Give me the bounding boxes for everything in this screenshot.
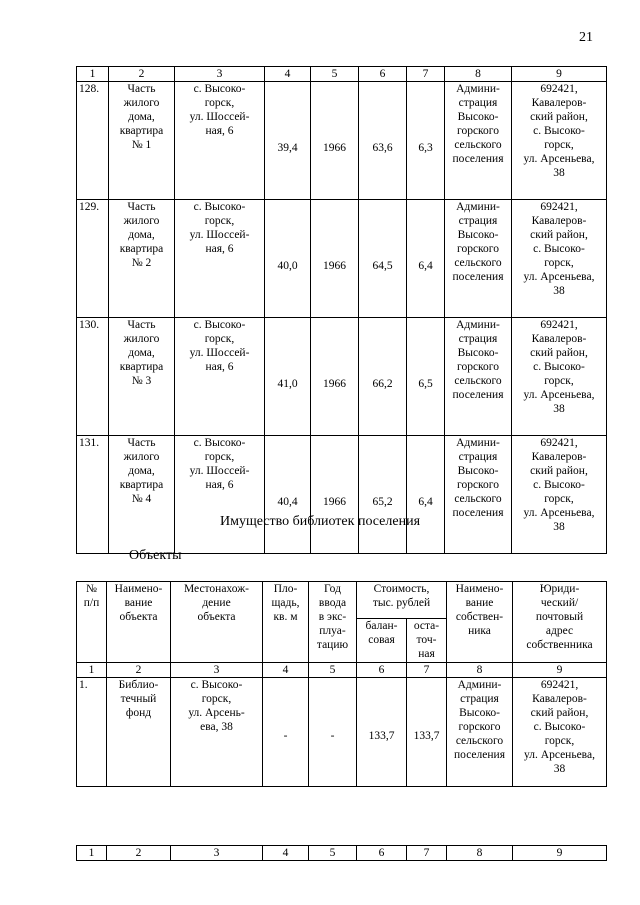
column-number: 2 (107, 663, 171, 678)
column-number: 6 (357, 846, 407, 861)
column-number: 7 (407, 663, 447, 678)
section-title: Имущество библиотек поселения (219, 514, 421, 529)
table-row (77, 82, 607, 200)
residual-cost: 6,3 (407, 82, 445, 200)
table-row (77, 678, 607, 787)
column-number: 1 (77, 67, 109, 82)
row-number: 130. (77, 318, 109, 436)
object-name: Часть жилого дома, квартира № 2 (109, 200, 175, 318)
table-row (77, 436, 607, 554)
column-number: 7 (407, 67, 445, 82)
row-number: 129. (77, 200, 109, 318)
object-area: - (263, 678, 309, 787)
header-owner: Наимено- вание собствен- ника (447, 582, 513, 663)
owner-name: Админи- страция Высоко- горского сельского поселения (447, 678, 513, 787)
header-num: № п/п (77, 582, 107, 663)
object-area: 40,4 (265, 436, 311, 554)
header-address: Юриди- ческий/ почтовый адрес собственника (513, 582, 607, 663)
commission-year: - (309, 678, 357, 787)
column-number: 6 (359, 67, 407, 82)
owner-name: Админи- страция Высоко- горского сельского поселения (445, 436, 512, 554)
owner-address: 692421, Кавалеров- ский район, с. Высоко- горск, ул. Арсеньева, 38 (512, 82, 607, 200)
object-name: Часть жилого дома, квартира № 1 (109, 82, 175, 200)
column-number: 2 (109, 67, 175, 82)
object-location: с. Высоко- горск, ул. Шоссей- ная, 6 (175, 318, 265, 436)
owner-address: 692421, Кавалеров- ский район, с. Высоко- горск, ул. Арсеньева, 38 (512, 318, 607, 436)
column-number: 5 (309, 663, 357, 678)
owner-address: 692421, Кавалеров- ский район, с. Высоко- горск, ул. Арсеньева, 38 (512, 200, 607, 318)
object-name: Часть жилого дома, квартира № 4 (109, 436, 175, 554)
balance-cost: 133,7 (357, 678, 407, 787)
column-number: 9 (513, 663, 607, 678)
column-number: 7 (407, 846, 447, 861)
subsection-title: Объекты (129, 548, 182, 563)
residential-property-table (76, 66, 607, 554)
column-number: 5 (309, 846, 357, 861)
owner-name: Админи- страция Высоко- горского сельского поселения (445, 200, 512, 318)
column-number: 8 (447, 846, 513, 861)
object-area: 39,4 (265, 82, 311, 200)
header-cost: Стоимость, тыс. рублей (357, 582, 447, 619)
header-area: Пло- щадь, кв. м (263, 582, 309, 663)
object-location: с. Высоко- горск, ул. Арсень- ева, 38 (171, 678, 263, 787)
library-property-table (76, 581, 607, 787)
column-number: 5 (311, 67, 359, 82)
column-number-row (77, 67, 607, 82)
residual-cost: 6,4 (407, 200, 445, 318)
commission-year: 1966 (311, 436, 359, 554)
balance-cost: 63,6 (359, 82, 407, 200)
object-name: Часть жилого дома, квартира № 3 (109, 318, 175, 436)
header-residual: оста- точ- ная (407, 619, 447, 663)
balance-cost: 66,2 (359, 318, 407, 436)
row-number: 128. (77, 82, 109, 200)
table-row (77, 200, 607, 318)
column-number: 4 (265, 67, 311, 82)
column-number: 3 (175, 67, 265, 82)
page-number: 21 (579, 30, 593, 45)
column-number: 4 (263, 846, 309, 861)
residual-cost: 6,5 (407, 318, 445, 436)
header-balance: балан- совая (357, 619, 407, 663)
owner-address: 692421, Кавалеров- ский район, с. Высоко- горск, ул. Арсеньева, 38 (512, 436, 607, 554)
column-number: 8 (445, 67, 512, 82)
commission-year: 1966 (311, 318, 359, 436)
owner-name: Админи- страция Высоко- горского сельского поселения (445, 318, 512, 436)
object-location: с. Высоко- горск, ул. Шоссей- ная, 6 (175, 82, 265, 200)
header-name: Наимено- вание объекта (107, 582, 171, 663)
header-location: Местонахож- дение объекта (171, 582, 263, 663)
table-header-row (77, 582, 607, 619)
object-area: 41,0 (265, 318, 311, 436)
table-row (77, 318, 607, 436)
commission-year: 1966 (311, 82, 359, 200)
column-number: 8 (447, 663, 513, 678)
column-number: 2 (107, 846, 171, 861)
column-number: 1 (77, 663, 107, 678)
continuation-header-table (76, 845, 607, 861)
column-number-row (77, 846, 607, 861)
column-number: 9 (512, 67, 607, 82)
owner-address: 692421, Кавалеров- ский район, с. Высоко- горск, ул. Арсеньева, 38 (513, 678, 607, 787)
commission-year: 1966 (311, 200, 359, 318)
object-location: с. Высоко- горск, ул. Шоссей- ная, 6 (175, 436, 265, 554)
object-name: Библио- течный фонд (107, 678, 171, 787)
column-number: 3 (171, 846, 263, 861)
balance-cost: 65,2 (359, 436, 407, 554)
column-number: 9 (513, 846, 607, 861)
column-number-row (77, 663, 607, 678)
row-number: 131. (77, 436, 109, 554)
object-area: 40,0 (265, 200, 311, 318)
column-number: 4 (263, 663, 309, 678)
owner-name: Админи- страция Высоко- горского сельского поселения (445, 82, 512, 200)
column-number: 1 (77, 846, 107, 861)
residual-cost: 6,4 (407, 436, 445, 554)
object-location: с. Высоко- горск, ул. Шоссей- ная, 6 (175, 200, 265, 318)
column-number: 3 (171, 663, 263, 678)
residual-cost: 133,7 (407, 678, 447, 787)
balance-cost: 64,5 (359, 200, 407, 318)
row-number: 1. (77, 678, 107, 787)
header-year: Год ввода в экс- плуа- тацию (309, 582, 357, 663)
column-number: 6 (357, 663, 407, 678)
